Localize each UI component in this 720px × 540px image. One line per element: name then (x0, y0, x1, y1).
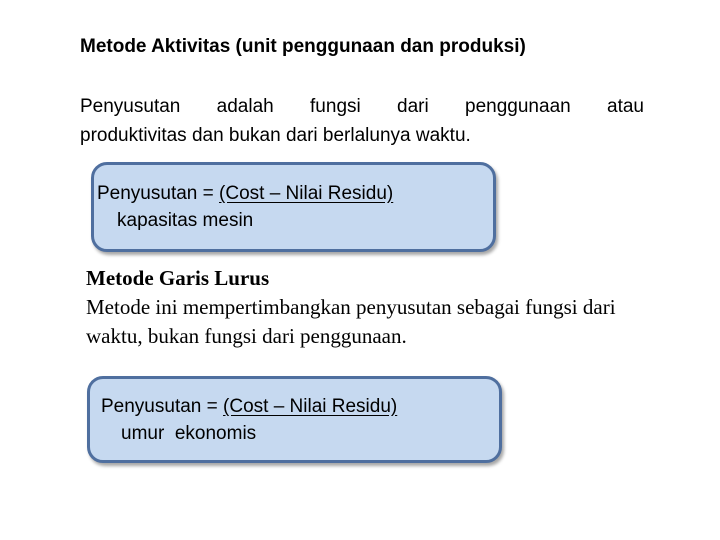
formula-denominator: umur ekonomis (121, 423, 257, 444)
section-title-metode-aktivitas: Metode Aktivitas (unit penggunaan dan produksi) (80, 36, 526, 57)
paragraph-line: Penyusutan adalah fungsi dari penggunaan atau (80, 96, 644, 117)
paragraph-line: produktivitas dan bukan dari berlalunya waktu. (80, 125, 471, 146)
formula-numerator: (Cost – Nilai Residu) (223, 396, 398, 417)
paragraph-garis-lurus: Metode ini mempertimbangkan penyusutan sebagai fungsi dari waktu, bukan fungsi dari penggunaan. (86, 295, 616, 348)
formula-lhs: Penyusutan = (101, 396, 224, 417)
formula-garis-lurus (101, 393, 397, 447)
formula-numerator: (Cost – Nilai Residu) (219, 183, 394, 204)
formula-aktivitas (97, 180, 393, 234)
formula-denominator: kapasitas mesin (117, 210, 254, 231)
formula-lhs: Penyusutan = (97, 183, 220, 204)
section-heading-garis-lurus: Metode Garis Lurus (86, 266, 270, 290)
paragraph-metode-aktivitas (80, 92, 644, 150)
